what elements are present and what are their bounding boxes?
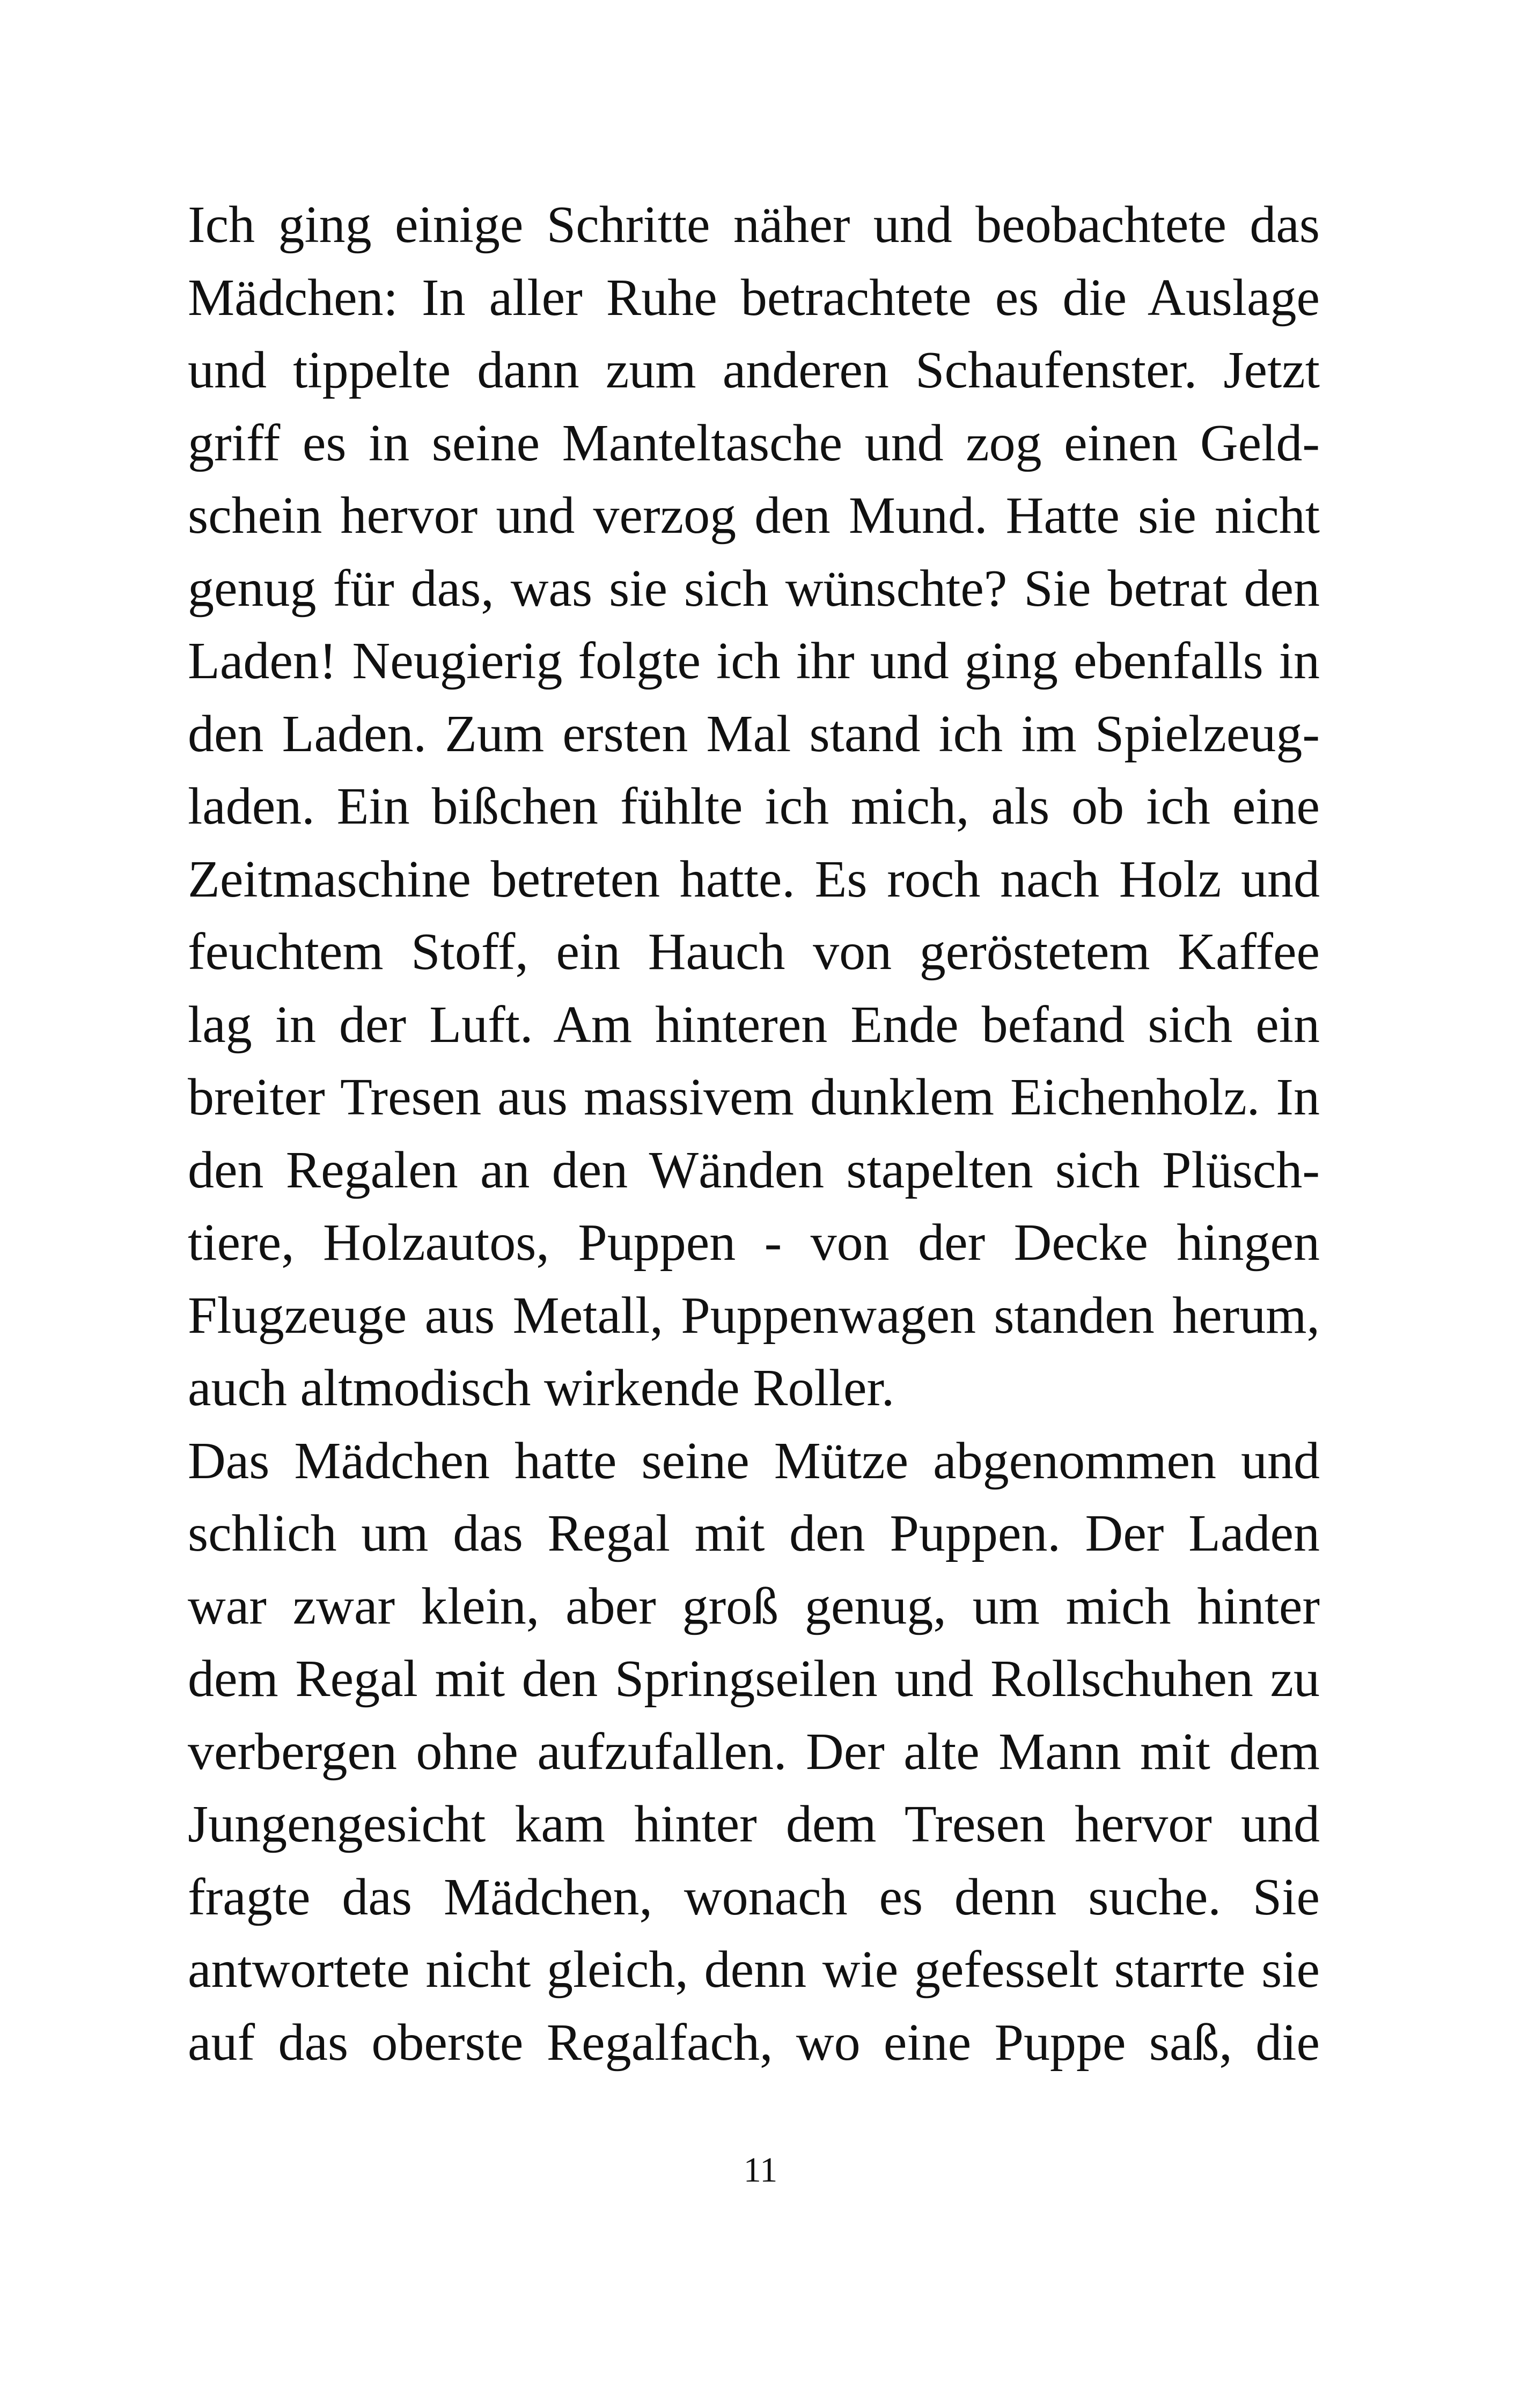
text-line: Das Mädchen hatte seine Mütze abgenommen und <box>188 1431 1320 1490</box>
text-line: lag in der Luft. Am hinteren Ende befand sich ein <box>188 995 1320 1054</box>
text-line: den Regalen an den Wänden stapelten sich Plüsch- <box>188 1141 1320 1199</box>
text-line: Zeitmaschine betreten hatte. Es roch nach Holz und <box>188 850 1320 908</box>
text-line: antwortete nicht gleich, denn wie gefesselt starrte sie <box>188 1941 1320 1999</box>
text-line: auch altmodisch wirkende Roller. <box>188 1359 895 1417</box>
text-line: fragte das Mädchen, wonach es denn suche. Sie <box>188 1868 1320 1926</box>
paragraph-2 <box>188 1425 1320 2080</box>
text-line: den Laden. Zum ersten Mal stand ich im Spielzeug- <box>188 704 1320 763</box>
text-line: auf das oberste Regalfach, wo eine Puppe saß, die <box>188 2013 1320 2072</box>
text-line: feuchtem Stoff, ein Hauch von geröstetem Kaffee <box>188 923 1320 981</box>
text-line: breiter Tresen aus massivem dunklem Eichenholz. In <box>188 1068 1320 1126</box>
page-number: 11 <box>743 2150 778 2190</box>
text-line: tiere, Holzautos, Puppen - von der Decke hingen <box>188 1214 1320 1272</box>
text-line: Flugzeuge aus Metall, Puppenwagen standen herum, <box>188 1286 1320 1345</box>
text-line: schein hervor und verzog den Mund. Hatte sie nicht <box>188 487 1320 545</box>
text-line: Ich ging einige Schritte näher und beobachtete das <box>188 196 1320 254</box>
text-line: griff es in seine Manteltasche und zog einen Geld- <box>188 414 1320 472</box>
text-line: war zwar klein, aber groß genug, um mich hinter <box>188 1577 1320 1635</box>
text-line: laden. Ein bißchen fühlte ich mich, als ob ich eine <box>188 777 1320 835</box>
body-text <box>188 189 1320 2079</box>
text-line: Mädchen: In aller Ruhe betrachtete es die Auslage <box>188 268 1320 327</box>
paragraph-1 <box>188 189 1320 1425</box>
text-line: verbergen ohne aufzufallen. Der alte Mann mit dem <box>188 1722 1320 1781</box>
text-line: Jungengesicht kam hinter dem Tresen hervor und <box>188 1795 1320 1853</box>
text-line: dem Regal mit den Springseilen und Rollschuhen zu <box>188 1650 1320 1708</box>
text-line: und tippelte dann zum anderen Schaufenster. Jetzt <box>188 341 1320 399</box>
text-line: Laden! Neugierig folgte ich ihr und ging ebenfalls in <box>188 632 1320 690</box>
text-line: genug für das, was sie sich wünschte? Sie betrat den <box>188 559 1320 618</box>
text-line: schlich um das Regal mit den Puppen. Der Laden <box>188 1504 1320 1562</box>
